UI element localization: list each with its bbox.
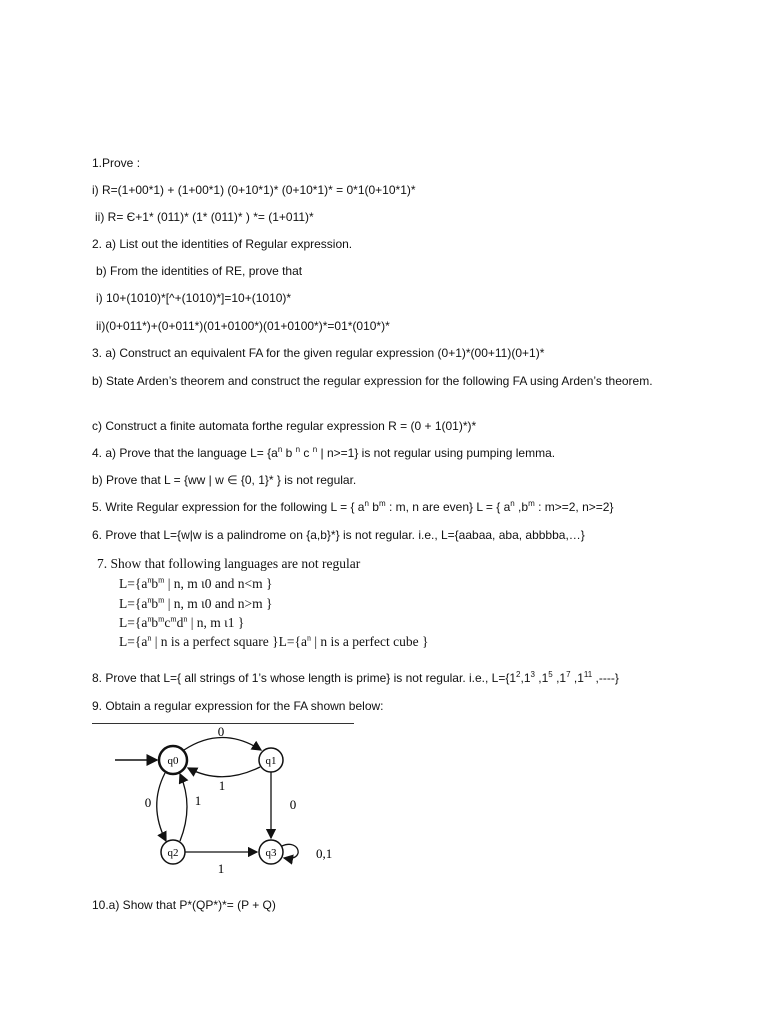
question-2-b: b) From the identities of RE, prove that xyxy=(96,264,303,278)
edge-q0-q1 xyxy=(184,738,261,751)
sup: n xyxy=(364,499,369,508)
text: b xyxy=(368,500,379,514)
text: L={a xyxy=(119,615,148,630)
sup: 7 xyxy=(566,670,571,679)
question-7-language-3 xyxy=(119,615,244,631)
sup: 11 xyxy=(583,670,593,679)
state-q2-label: q2 xyxy=(167,847,179,859)
text: ,1 xyxy=(534,671,549,685)
question-5 xyxy=(92,500,613,515)
text: | n>=1} is not regular using pumping lemma. xyxy=(317,446,556,460)
question-7-language-4 xyxy=(119,634,428,650)
text: b xyxy=(151,576,159,591)
edge-q1-q0-label: 1 xyxy=(218,778,226,793)
question-2-b-i: i) 10+(1010)*[^+(1010)*]=10+(1010)* xyxy=(96,291,292,305)
state-q3-label: q3 xyxy=(265,847,277,859)
question-3-b: b) State Arden’s theorem and construct the regular expression for the following FA using Arden’s theorem. xyxy=(92,374,653,388)
text: : m>=2, n>=2} xyxy=(534,500,614,514)
sup: m xyxy=(378,499,386,508)
text: | n is a perfect square }L={a xyxy=(151,634,307,649)
text: d xyxy=(176,615,184,630)
sup: m xyxy=(170,614,177,624)
question-8 xyxy=(92,671,619,686)
text: 5. Write Regular expression for the following L = { a xyxy=(92,500,365,514)
question-6: 6. Prove that L={w|w is a palindrome on {a,b}*} is not regular. i.e., L={aabaa, aba, abbbba,…} xyxy=(92,528,585,542)
text: c xyxy=(300,446,313,460)
text: 8. Prove that L={ all strings of 1’s whose length is prime} is not regular. i.e., L={1 xyxy=(92,671,517,685)
question-1-i: i) R=(1+00*1) + (1+00*1) (0+10*1)* (0+10*1)* = 0*1(0+10*1)* xyxy=(92,183,416,197)
sup: n xyxy=(147,614,152,624)
text: L={a xyxy=(119,596,148,611)
text: ,1 xyxy=(570,671,584,685)
text: b xyxy=(151,615,159,630)
question-7-title: 7. Show that following languages are not regular xyxy=(97,556,361,571)
question-4-b: b) Prove that L = {ww | w ∈ {0, 1}* } is not regular. xyxy=(92,473,357,487)
question-7-language-1 xyxy=(119,576,273,592)
text: | n, m ɩ1 } xyxy=(187,615,245,630)
sup: n xyxy=(277,445,283,454)
sup: n xyxy=(295,445,301,454)
question-9: 9. Obtain a regular expression for the FA shown below: xyxy=(92,699,384,713)
question-2-b-ii: ii)(0+011*)+(0+011*)(01+0100*)(01+0100*)*=01*(010*)* xyxy=(96,319,390,333)
text: ,1 xyxy=(520,671,531,685)
edge-q1-q3-label: 0 xyxy=(289,797,297,812)
edge-q0-q2-label: 0 xyxy=(144,795,152,810)
question-4-a xyxy=(92,446,555,461)
sup: n xyxy=(306,633,311,643)
text: ,b xyxy=(514,500,529,514)
text: : m, n are even} L = { a xyxy=(385,500,511,514)
text: | n, m ɩ0 and n>m } xyxy=(164,596,273,611)
sup: n xyxy=(312,445,318,454)
sup: n xyxy=(183,614,188,624)
question-1-title: 1.Prove : xyxy=(92,156,141,170)
edge-q1-q0 xyxy=(188,767,260,777)
edge-q0-q1-label: 0 xyxy=(217,724,225,739)
text: ,1 xyxy=(552,671,567,685)
sup: m xyxy=(158,614,165,624)
sup: m xyxy=(528,499,535,508)
question-3-a: 3. a) Construct an equivalent FA for the given regular expression (0+1)*(00+11)(0+1)* xyxy=(92,346,545,360)
text: | n is a perfect cube } xyxy=(310,634,429,649)
sup: 5 xyxy=(548,670,553,679)
sup: m xyxy=(158,575,165,585)
text: L={a xyxy=(119,634,148,649)
text: | n, m ɩ0 and n<m } xyxy=(164,576,273,591)
sup: m xyxy=(158,595,165,605)
question-3-c: c) Construct a finite automata forthe regular expression R = (0 + 1(01)*)* xyxy=(92,419,477,433)
question-2-a: 2. a) List out the identities of Regular expression. xyxy=(92,237,353,251)
state-q1-label: q1 xyxy=(265,755,277,767)
edge-q3-loop-label: 0,1 xyxy=(316,846,333,861)
question-1-ii: ii) R= Є+1* (011)* (1* (011)* ) *= (1+011)* xyxy=(95,210,314,224)
sup: n xyxy=(147,575,152,585)
text: b xyxy=(282,446,296,460)
question-10: 10.a) Show that P*(QP*)*= (P + Q) xyxy=(92,898,276,912)
state-q0-label: q0 xyxy=(167,755,179,767)
question-7-language-2 xyxy=(119,596,273,612)
sup: n xyxy=(147,595,152,605)
edge-q0-q2 xyxy=(157,773,166,841)
edge-q3-loop xyxy=(282,844,298,858)
edge-q2-q0 xyxy=(180,774,187,841)
text: 4. a) Prove that the language L= {a xyxy=(92,446,278,460)
text: b xyxy=(151,596,159,611)
sup: n xyxy=(147,633,152,643)
sup: n xyxy=(510,499,515,508)
finite-automaton-diagram xyxy=(110,722,360,882)
text: L={a xyxy=(119,576,148,591)
edge-q2-q0-label: 1 xyxy=(194,793,202,808)
edge-q2-q3-label: 1 xyxy=(217,861,225,876)
sup: 2 xyxy=(516,670,521,679)
sup: 3 xyxy=(530,670,535,679)
text: ,----} xyxy=(592,671,619,685)
text: c xyxy=(164,615,171,630)
